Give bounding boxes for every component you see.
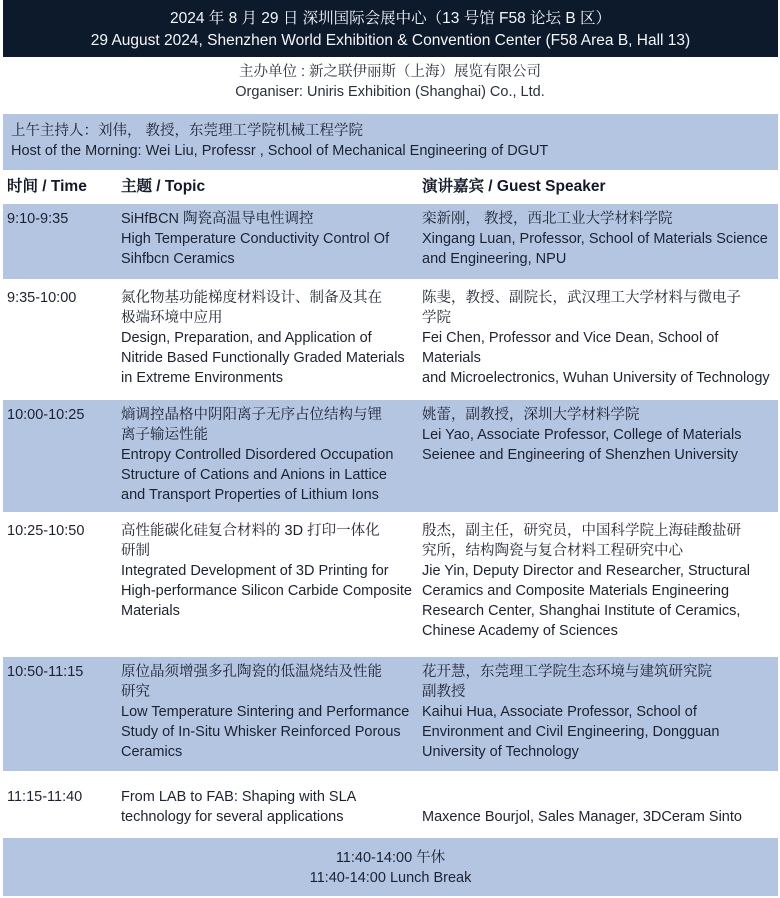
topic-line: Sihfbcn Ceramics (121, 251, 235, 267)
speaker-line: Chinese Academy of Sciences (422, 623, 618, 639)
session-row (3, 775, 778, 835)
speaker-line: and Engineering, NPU (422, 251, 567, 267)
topic-line: High Temperature Conductivity Control Of (121, 231, 390, 247)
lunch-break-band (3, 838, 778, 896)
topic-line: Nitride Based Functionally Graded Materials (121, 350, 405, 366)
topic-line: 研制 (121, 543, 150, 559)
topic-line: and Transport Properties of Lithium Ions (121, 487, 379, 503)
topic-line: From LAB to FAB: Shaping with SLA (121, 789, 357, 805)
topic-line: Study of In-Situ Whisker Reinforced Porous (121, 724, 401, 740)
speaker-line: University of Technology (422, 744, 579, 760)
topic-line: technology for several applications (121, 809, 344, 825)
topic-line: Integrated Development of 3D Printing for (121, 563, 389, 579)
session-topic (121, 787, 419, 827)
topic-line: Materials (121, 603, 180, 619)
topic-line: 研究 (121, 684, 150, 700)
session-row (3, 657, 778, 771)
speaker-line: Fei Chen, Professor and Vice Dean, School of Materials (422, 330, 719, 366)
session-topic (121, 405, 419, 505)
session-speaker (422, 405, 778, 465)
speaker-line: Research Center, Shanghai Institute of Ceramics, (422, 603, 741, 619)
topic-line: 高性能碳化硅复合材料的 3D 打印一体化 (121, 523, 380, 539)
speaker-line: Environment and Civil Engineering, Dongguan (422, 724, 720, 740)
topic-line: Structure of Cations and Anions in Lattice (121, 467, 387, 483)
speaker-line: 陈斐，教授、副院长，武汉理工大学材料与微电子 (422, 290, 741, 306)
session-row (3, 516, 778, 653)
topic-line: Ceramics (121, 744, 183, 760)
topic-line: in Extreme Environments (121, 370, 283, 386)
session-speaker (422, 209, 778, 269)
topic-line: Design, Preparation, and Application of (121, 330, 372, 346)
speaker-line: Ceramics and Composite Materials Engineering (422, 583, 730, 599)
organiser-block (0, 62, 780, 102)
organiser-en: Organiser: Uniris Exhibition (Shanghai) Co., Ltd. (235, 84, 545, 100)
topic-line: 离子输运性能 (121, 427, 208, 443)
speaker-line: and Microelectronics, Wuhan University of Technology (422, 370, 770, 386)
session-speaker (422, 662, 778, 762)
session-time: 10:50-11:15 (7, 664, 84, 680)
speaker-line: 殷杰，副主任，研究员，中国科学院上海硅酸盐研 (422, 523, 741, 539)
session-row (3, 204, 778, 279)
session-topic (121, 521, 419, 621)
speaker-line: Jie Yin, Deputy Director and Researcher, Structural (422, 563, 751, 579)
speaker-line: 学院 (422, 310, 451, 326)
speaker-line: 姚蕾，副教授，深圳大学材料学院 (422, 407, 640, 423)
organiser-cn: 主办单位 : 新之联伊丽斯（上海）展览有限公司 (238, 64, 542, 80)
topic-line: 氮化物基功能梯度材料设计、制备及其在 (121, 290, 382, 306)
session-speaker (422, 807, 778, 827)
topic-line: SiHfBCN 陶瓷高温导电性调控 (121, 211, 314, 227)
speaker-line: Kaihui Hua, Associate Professor, School of (422, 704, 697, 720)
topic-line: 极端环境中应用 (121, 310, 223, 326)
session-time: 9:10-9:35 (7, 211, 69, 227)
host-band (3, 114, 778, 170)
lunch-break-en: 11:40-14:00 Lunch Break (309, 870, 472, 886)
column-header-time: 时间 / Time (7, 178, 87, 195)
speaker-line: 副教授 (422, 684, 466, 700)
session-speaker (422, 521, 778, 641)
session-row (3, 283, 778, 396)
topic-line: Low Temperature Sintering and Performance (121, 704, 410, 720)
topic-line: 熵调控晶格中阴阳离子无序占位结构与锂 (121, 407, 382, 423)
speaker-line: Seienee and Engineering of Shenzhen University (422, 447, 738, 463)
speaker-line: Xingang Luan, Professor, School of Materials Science (422, 231, 768, 247)
event-header (3, 0, 778, 57)
event-date-venue-cn: 2024 年 8 月 29 日 深圳国际会展中心（13 号馆 F58 论坛 B 区） (169, 10, 611, 27)
topic-line: Entropy Controlled Disordered Occupation (121, 447, 394, 463)
session-topic (121, 288, 419, 388)
host-cn: 上午主持人：刘伟， 教授，东莞理工学院机械工程学院 (11, 123, 364, 139)
session-time: 10:25-10:50 (7, 523, 85, 539)
host-en: Host of the Morning: Wei Liu, Professr , School of Mechanical Engineering of DGUT (11, 143, 549, 159)
session-row (3, 400, 778, 512)
speaker-line: 栾新刚， 教授，西北工业大学材料学院 (422, 211, 673, 227)
session-time: 9:35-10:00 (7, 290, 77, 306)
speaker-line: 究所，结构陶瓷与复合材料工程研究中心 (422, 543, 683, 559)
speaker-line: Maxence Bourjol, Sales Manager, 3DCeram Sinto (422, 809, 742, 825)
speaker-line: Lei Yao, Associate Professor, College of Materials (422, 427, 742, 443)
session-topic (121, 209, 419, 269)
session-time: 10:00-10:25 (7, 407, 85, 423)
event-date-venue-en: 29 August 2024, Shenzhen World Exhibition & Convention Center (F58 Area B, Hall 13) (90, 32, 691, 49)
lunch-break-cn: 11:40-14:00 午休 (335, 850, 446, 866)
session-time: 11:15-11:40 (7, 789, 83, 805)
session-speaker (422, 288, 778, 388)
column-header-topic: 主题 / Topic (121, 178, 206, 195)
topic-line: 原位晶须增强多孔陶瓷的低温烧结及性能 (121, 664, 382, 680)
topic-line: High-performance Silicon Carbide Composite (121, 583, 412, 599)
column-header-speaker: 演讲嘉宾 / Guest Speaker (422, 178, 606, 195)
speaker-line: 花开慧，东莞理工学院生态环境与建筑研究院 (422, 664, 712, 680)
session-topic (121, 662, 419, 762)
